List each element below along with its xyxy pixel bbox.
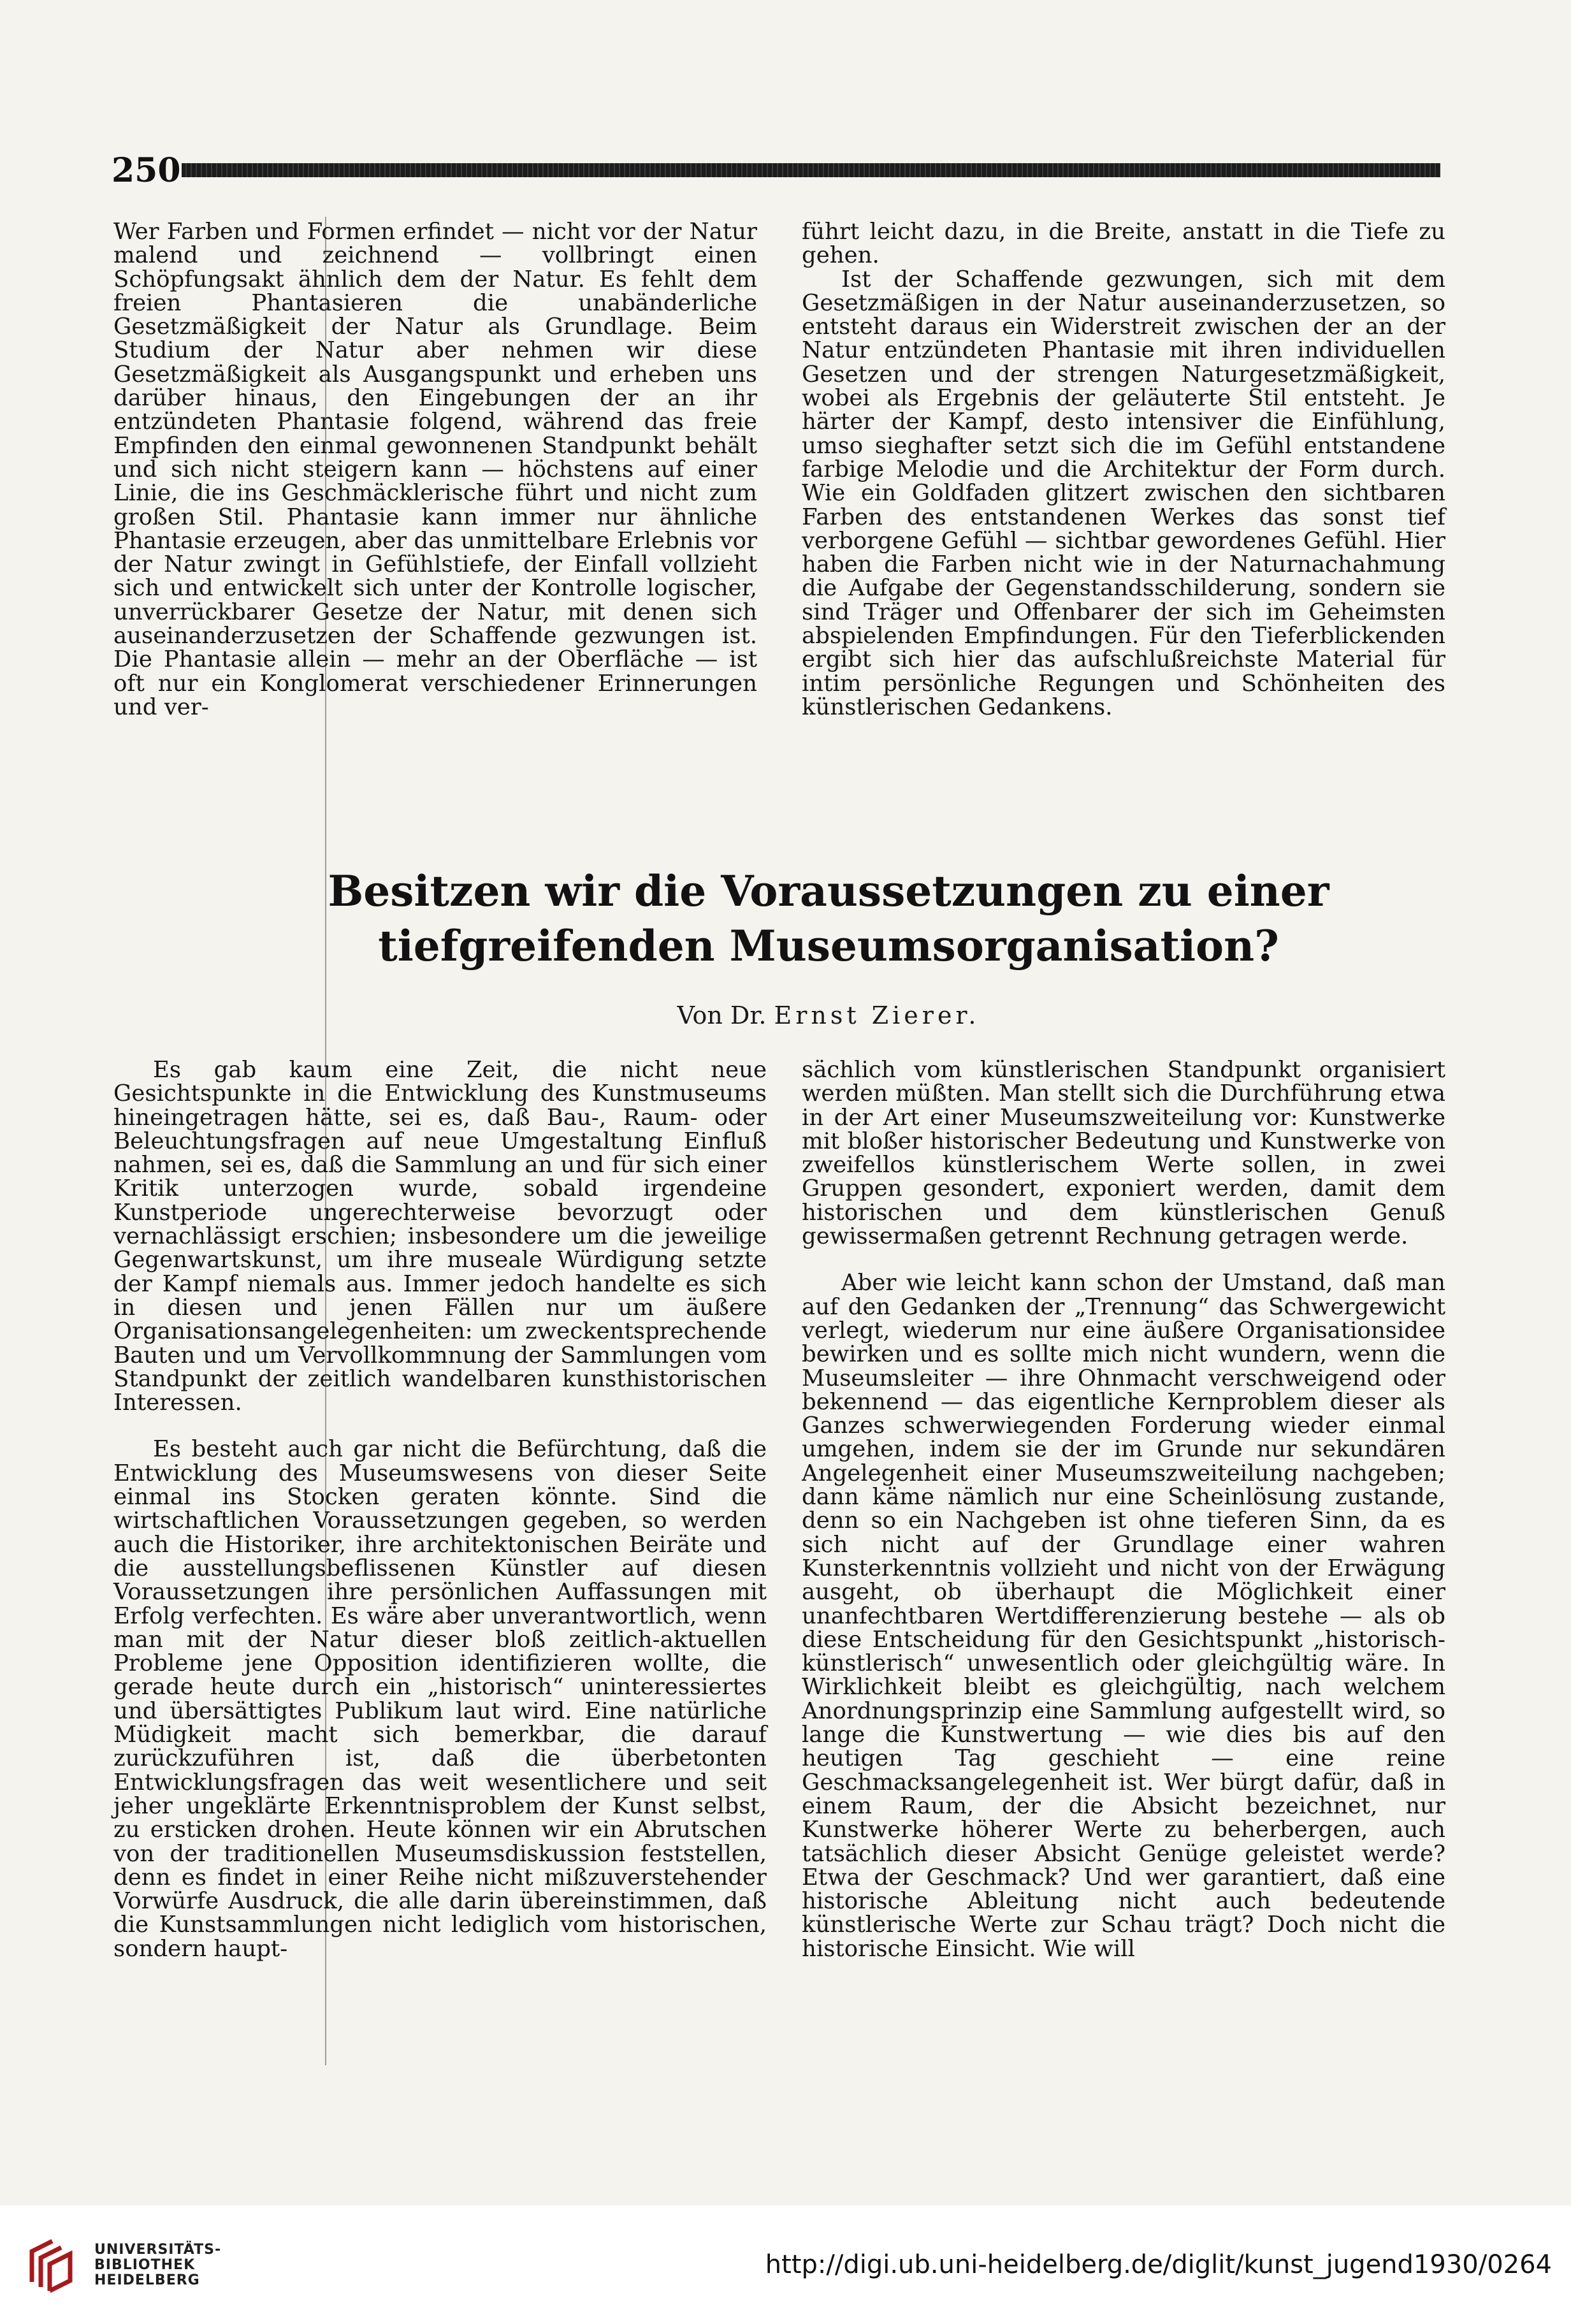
permalink-url[interactable]: http://digi.ub.uni-heidelberg.de/diglit/kunst_jugend1930/0264 [765, 2250, 1552, 2279]
byline-author: Ernst Zierer. [774, 1001, 980, 1029]
library-name-line-3: HEIDELBERG [94, 2272, 200, 2288]
header-rule [182, 163, 1440, 177]
top-left-column [113, 220, 757, 794]
paragraph: Ist der Schaffende gezwungen, sich mit dem Gesetzmäßigen in der Natur auseinanderzusetzen, so entsteht daraus ein Widerstreit zwischen der an der Natur entzündeten Phantasie mit ihren individuellen Gesetzen und der strengen Naturgesetzmäßigkeit, wobei als Ergebnis der geläuterte Stil entsteht. Je härter der Kampf, desto intensiver die Einfühlung, umso sieghafter setzt sich die im Gefühl entstandene farbige Melodie und die Architektur der Form durch. Wie ein Goldfaden glitzert zwischen den sichtbaren Farben des entstandenen Werkes das sonst tief verborgene Gefühl — sichtbar gewordenes Gefühl. Hier haben die Farben nicht wie in der Naturnachahmung die Aufgabe der Gegenstandsschilderung, sondern sie sind Träger und Offenbarer der sich im Geheimsten abspielenden Empfindungen. Für den Tieferblickenden ergibt sich hier das aufschlußreichste Material für intim persönliche Regungen und Schönheiten des künstlerischen Gedankens. [802, 266, 1445, 720]
bottom-right-column [802, 1058, 1445, 2059]
article-title [319, 864, 1338, 973]
paragraph: führt leicht dazu, in die Breite, anstatt in die Tiefe zu gehen. [802, 219, 1445, 269]
paragraph: Es gab kaum eine Zeit, die nicht neue Gesichtspunkte in die Entwicklung des Kunstmuseums hineingetragen hätte, sei es, daß Bau-, Raum- oder Beleuchtungsfragen auf neue Umgestaltung Einfluß nahmen, sei es, daß die Sammlung an und für sich einer Kritik unterzogen wurde, sobald irgendeine Kunstperiode ungerechterweise bevorzugt oder vernachlässigt erschien; insbesondere um die jeweilige Gegenwartskunst, um ihre museale Würdigung setzte der Kampf niemals aus. Immer jedoch handelte es sich in diesen und jenen Fällen nur um äußere Organisationsangelegenheiten: um zweckentsprechende Bauten und um Vervollkommnung der Sammlungen vom Standpunkt der zeitlich wandelbaren kunsthistorischen Interessen. [113, 1057, 767, 1416]
article-title-line-2: tiefgreifenden Museumsorganisation? [378, 921, 1279, 971]
article-title-line-1: Besitzen wir die Voraussetzungen zu einer [328, 866, 1329, 916]
library-name-line-1: UNIVERSITÄTS- [94, 2242, 222, 2258]
paragraph: Aber wie leicht kann schon der Umstand, daß man auf den Gedanken der „Trennung“ das Schwergewicht verlegt, wiederum nur eine äußere Organisationsidee bewirken und es sollte mich nicht wundern, wenn die Museumsleiter — ihre Ohnmacht verschweigend oder bekennend — das eigentliche Kernproblem dieser als Ganzes schwerwiegenden Forderung wieder einmal umgehen, indem sie der im Grunde nur sekundären Angelegenheit einer Museumszweiteilung nachgeben; dann käme nämlich nur eine Scheinlösung zustande, denn so ein Nachgeben ist ohne tieferen Sinn, da es sich nicht auf der Grundlage einer wahren Kunsterkenntnis vollzieht und nicht von der Erwägung ausgeht, ob überhaupt die Möglichkeit einer unanfechtbaren Wertdifferenzierung bestehe — als ob diese Entscheidung für den Gesichtspunkt „historisch-künstlerisch“ unwesentlich oder gleichgültig wäre. In Wirklichkeit bleibt es gleichgültig, nach welchem Anordnungsprinzip eine Sammlung aufgestellt wird, so lange die Kunstwertung — wie dies bis auf den heutigen Tag geschieht — eine reine Geschmacksangelegenheit ist. Wer bürgt dafür, daß in einem Raum, der die Absicht bezeichnet, nur Kunstwerke höherer Werte zu beherbergen, auch tatsächlich dieser Absicht Genüge geleistet werde? Etwa der Geschmack? Und wer garantiert, daß eine historische Ableitung nicht auch bedeutende künstlerische Werte zur Schau trägt? Doch nicht die historische Einsicht. Wie will [802, 1270, 1445, 1962]
library-footer [0, 2205, 1571, 2324]
university-library-logo-icon [19, 2232, 83, 2296]
library-name [94, 2242, 221, 2288]
article-byline [548, 1001, 1109, 1030]
library-name-line-2: BIBLIOTHEK [94, 2257, 196, 2273]
paragraph: Wer Farben und Formen erfindet — nicht vor der Natur malend und zeichnend — vollbringt einen Schöpfungsakt ähnlich dem der Natur. Es fehlt dem freien Phantasieren die unabänderliche Gesetzmäßigkeit der Natur als Grundlage. Beim Studium der Natur aber nehmen wir diese Gesetzmäßigkeit als Ausgangspunkt und erheben uns darüber hinaus, den Eingebungen der an ihr entzündeten Phantasie folgend, während das freie Empfinden den einmal gewonnenen Standpunkt behält und sich nicht steigern kann — höchstens auf einer Linie, die ins Geschmäcklerische führt und nicht zum großen Stil. Phantasie kann immer nur ähnliche Phantasie erzeugen, aber das unmittelbare Erlebnis vor der Natur zwingt in Gefühlstiefe, der Einfall vollzieht sich und entwickelt sich unter der Kontrolle logischer, unverrückbarer Gesetze der Natur, mit denen sich auseinanderzusetzen der Schaffende gezwungen ist. Die Phantasie allein — mehr an der Oberfläche — ist oft nur ein Konglomerat verschiedener Erinnerungen und ver- [113, 219, 757, 720]
top-right-column [802, 220, 1445, 794]
page-number: 250 [112, 151, 181, 190]
bottom-left-column [113, 1058, 767, 2059]
page-header [112, 152, 1444, 190]
paragraph: Es besteht auch gar nicht die Befürchtung, daß die Entwicklung des Museumswesens von dieser Seite einmal ins Stocken geraten könnte. Sind die wirtschaftlichen Voraussetzungen gegeben, so werden auch die Historiker, ihre architektonischen Beiräte und die ausstellungsbeflissenen Künstler auf diesen Voraussetzungen ihre persönlichen Auffassungen mit Erfolg verfechten. Es wäre aber unverantwortlich, wenn man mit der Natur dieser bloß zeitlich-aktuellen Probleme jene Opposition identifizieren wollte, die gerade heute durch ein „historisch“ uninteressiertes und übersättigtes Publikum laut wird. Eine natürliche Müdigkeit macht sich bemerkbar, die darauf zurückzuführen ist, daß die überbetonten Entwicklungsfragen das weit wesentlichere und seit jeher ungeklärte Erkenntnisproblem der Kunst selbst, zu ersticken drohen. Heute können wir ein Abrutschen von der traditionellen Museumsdiskussion feststellen, denn es findet in einer Reihe nicht mißzuverstehender Vorwürfe Ausdruck, die alle darin übereinstimmen, daß die Kunstsammlungen nicht lediglich vom historischen, sondern haupt- [113, 1436, 767, 1962]
byline-prefix: Von Dr. [677, 1001, 767, 1029]
paragraph: sächlich vom künstlerischen Standpunkt organisiert werden müßten. Man stellt sich die Durchführung etwa in der Art einer Museumszweiteilung vor: Kunstwerke mit bloßer historischer Bedeutung und Kunstwerke von zweifellos künstlerischem Werte sollen, in zwei Gruppen gesondert, exponiert werden, damit dem historischen und dem künstlerischen Genuß gewissermaßen getrennt Rechnung getragen werde. [802, 1057, 1445, 1250]
